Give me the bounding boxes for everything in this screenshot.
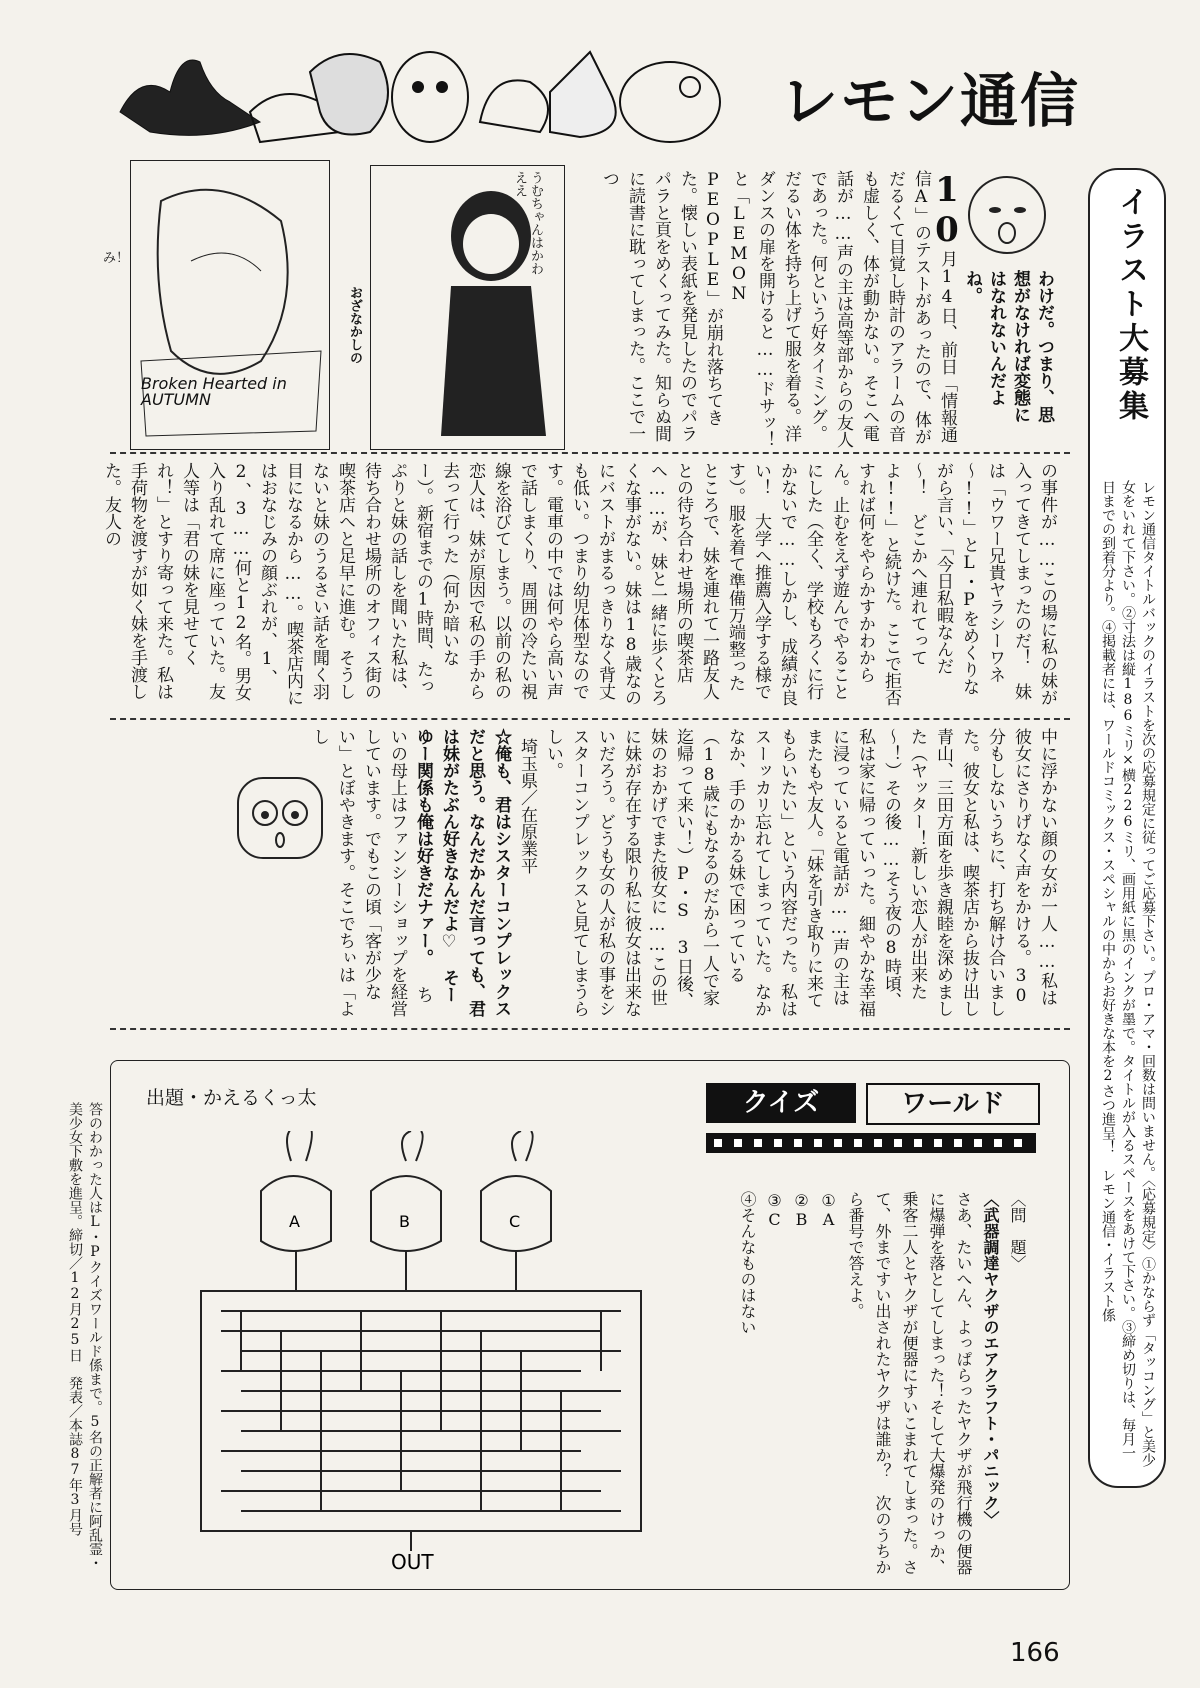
header	[110, 32, 1080, 152]
left-signature: Broken Hearted in AUTUMN	[141, 374, 287, 409]
sidebar-recruitment-box	[1088, 168, 1166, 1488]
sidebar-title: イラスト大募集	[1113, 186, 1148, 424]
quiz-author: 出題・かえるくっ太	[146, 1087, 317, 1109]
question-body: さあ、たいへん、よっぱらったヤクザが飛行機の便器に爆弾を落としてしまった！そして大爆発のけっか、乗客二人とヤクザが便器にすいこまれてしまった。さて、外まですい出されたヤクザは誰か？ 次のうちから番号で答えよ。	[846, 1191, 973, 1575]
maze-label-c: C	[509, 1212, 521, 1231]
quiz-title-a: クイズ	[706, 1083, 856, 1123]
film-strip-decoration	[706, 1133, 1036, 1153]
reader-illustration-left	[103, 160, 330, 450]
cat-face-icon	[965, 165, 1050, 260]
quiz-option: ①A	[819, 1191, 838, 1229]
top-column-text	[599, 170, 967, 450]
quiz-title	[706, 1083, 1036, 1123]
page-title: レモン通信	[779, 67, 1080, 135]
question-label: 〈問 題〉	[1008, 1191, 1027, 1271]
quiz-question	[711, 1191, 1031, 1581]
low-body: 中に浮かない顔の女が一人……私は彼女にさりげなく声をかける。30分もしないうちに、打ち解け合いました。彼女と私は、喫茶店から抜け出し青山、三田方面を歩き親睦を深めました（ヤッター！新しい恋人が出来た～！）その後……そう夜の8時頃、私は家に帰っていった。細やかな幸福に浸っていると電話が……声の主はまたもや友人。「妹を引き取りに来てもらいたい」という内容だった。私はスーッカリ忘れてしまっていた。なかなか、手のかかる妹で困っている（18歳にもなるのだから一人で家迄帰って来い！）P・S 3日後、妹のおかげでまた彼女に……この世に妹が存在する限り私に彼女は出来ないだろう。どうも女の人が私の事をシスターコンプレックスと見てしまうらしい。	[543, 728, 1057, 1017]
heading-number: 10	[927, 170, 967, 250]
cat-comment: わけだ。つまり、思想がなければ変態にはなれないんだよね。	[962, 270, 1054, 423]
letter-signature: 埼玉県／在原業平	[517, 738, 537, 874]
reader-illustration-mid	[347, 165, 565, 450]
left-caption: み！	[103, 251, 130, 266]
question-title: 〈武器調達ヤクザのエアクラフト・パニック〉	[981, 1191, 1000, 1527]
mid-column-text: の事件が……この場に私の妹が入ってきてしまったのだ！ 妹は「ウワー兄貴ヤラシーワネ～!!」とL・Pをめくりながら言い、「今日私暇なんだ～！ どこかへ連れてってよ!!」と続けた。ここで拒否すれば何をやらかすかわからん。止むをえず遊んでやることにした（全く、学校もろくに行かないで……しかし、成績が良い！ 大学へ推薦入学する様です）。服を着て準備万端整ったところで、妹を連れて一路友人との待ち合わせ場所の喫茶店へ……が、妹と一緒に歩くとろくな事がない。妹は18歳なのにバストがまるっきりなく背丈も低い。つまり幼児体型なのです。電車の中では何やら高い声で話しまくり、周囲の冷たい視線を浴びてしまう。以前の私の恋人は、妹が原因で私の手から去って行った（何か暗いなー）。新宿までの1時間、たっぷりと妹の話しを聞いた私は、待ち合わせ場所のオフィス街の喫茶店へと足早に進む。そうしないと妹のうるさい話を聞く羽目になるから……。喫茶店内にはおなじみの顔ぶれが、1、2、3……何と12名。男女入り乱れて席に座っていた。友人等は「君の妹を見せてくれ！」とすり寄って来た。私は手荷物を渡すが如く妹を手渡した。友人の	[101, 462, 1057, 706]
monster-parade-illustration	[110, 32, 750, 152]
maze-label-a: A	[289, 1212, 300, 1231]
quiz-title-b: ワールド	[866, 1083, 1040, 1125]
quiz-option: ③C	[765, 1191, 784, 1229]
sidebar-body: レモン通信タイトルバックのイラストを次の応募規定に従ってご応募下さい。プロ・アマ・回数は問いません。〈応募規定〉①かならず「タッコング」と美少女をいれて下さい。②寸法は縦186ミリ×横226ミリ、画用紙に黒のインクが墨で。タイトルが入るスペースをあけて下さい。③締め切りは、毎月一日までの到着分より。④掲載者には、ワールドコミックス・スペシャルの中からお好きな本を2さつ進呈！ レモン通信・イラスト係	[1100, 480, 1156, 1467]
quiz-world-box	[110, 1060, 1070, 1590]
divider	[110, 718, 1070, 720]
mascot-cat-top	[965, 165, 1050, 260]
quiz-footer-note: 答のわかった人はL・Pクイズワールド係まで。5名の正解者に阿乱霊・美少女下敷を進呈。締切／12月25日 発表／本誌87年3月号	[67, 1102, 103, 1570]
editor-reply: ☆俺も、君はシスターコンプレックスだと思う。なんだかんだ言っても、君は妹がたぶん好きなんだよ♡ そーゆー関係も俺は好きだナァー。	[413, 728, 511, 1017]
maze-puzzle	[181, 1131, 681, 1571]
divider	[110, 452, 1070, 454]
page-number: 166	[1010, 1638, 1060, 1668]
mid-caption: おざなかしの	[347, 286, 362, 364]
maze-label-b: B	[399, 1212, 410, 1231]
top-body: 月14日、前日「情報通信A」のテストがあったので、体がだるくて目覚し時計のアラームの音も虚しく、体が動かない。そこへ電話が……声の主は高等部からの友人であった。何という好タイミング。だるい体を持ち上げて服を着る。洋ダンスの扉を開けると……ドサッ！と「LEMON PEOPLE」が崩れ落ちてきた。懐しい表紙を発見したのでパラパラと頁をめくってみた。知らぬ間に読書に耽ってしまった。ここで一つ	[599, 170, 957, 448]
quiz-option: ②B	[792, 1191, 811, 1229]
maze-out-label: OUT	[391, 1550, 434, 1571]
mascot-cat-bottom	[230, 768, 330, 878]
divider	[110, 1028, 1070, 1030]
chi-text: ち いの母上はファンシーショップを経営しています。でもこの頃「客が少ない」とぼやきます。そこでちぃは「よし	[309, 728, 433, 1020]
quiz-option: ④そんなものはない	[738, 1191, 757, 1335]
mid-note: うむちゃんはかわええ	[512, 171, 543, 275]
cat-face-icon	[230, 768, 330, 878]
